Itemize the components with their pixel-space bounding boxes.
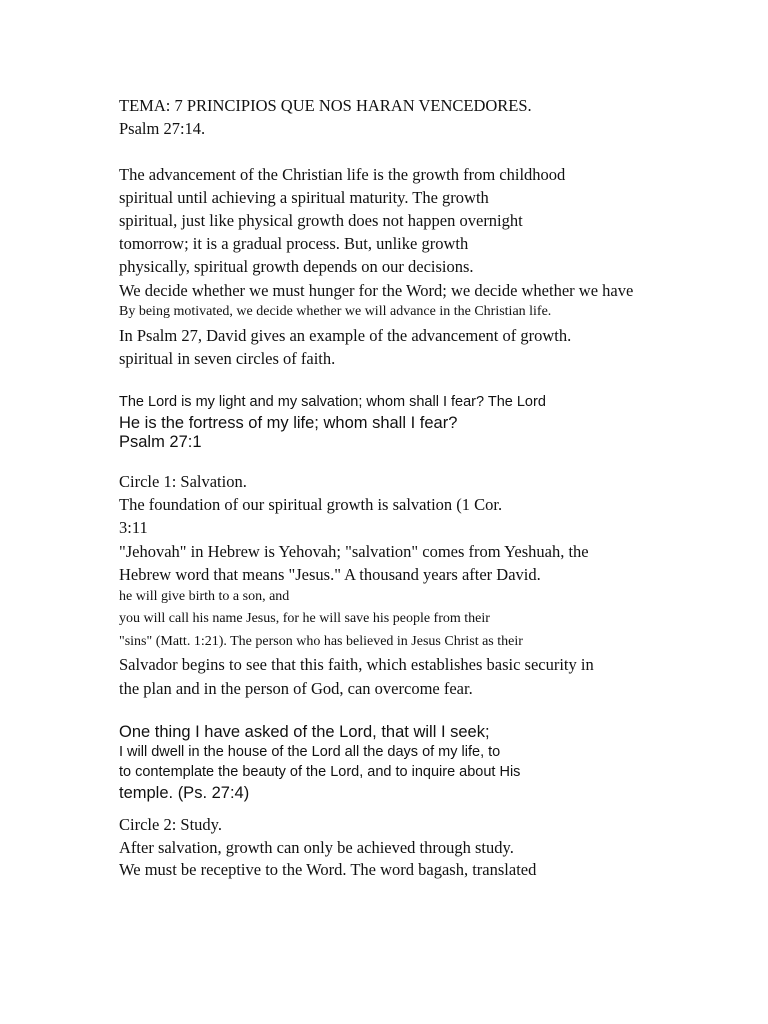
paragraph-line: The foundation of our spiritual growth is salvation (1 Cor. [119, 495, 503, 514]
document-title: TEMA: 7 PRINCIPIOS QUE NOS HARAN VENCEDORES. [119, 96, 532, 115]
paragraph-line: By being motivated, we decide whether we will advance in the Christian life. [119, 304, 552, 319]
verse-reference: Psalm 27:1 [119, 433, 202, 451]
title-reference: Psalm 27:14. [119, 119, 206, 138]
paragraph-line: Hebrew word that means "Jesus." A thousand years after David. [119, 565, 541, 584]
paragraph-line: spiritual until achieving a spiritual maturity. The growth [119, 188, 489, 207]
paragraph-line: tomorrow; it is a gradual process. But, unlike growth [119, 234, 469, 253]
paragraph-line: physically, spiritual growth depends on our decisions. [119, 257, 474, 276]
paragraph-line: spiritual, just like physical growth does not happen overnight [119, 211, 523, 230]
paragraph-line: We must be receptive to the Word. The word bagash, translated [119, 860, 537, 879]
paragraph-line: "Jehovah" in Hebrew is Yehovah; "salvation" comes from Yeshuah, the [119, 542, 589, 561]
paragraph-line: he will give birth to a son, and [119, 589, 290, 604]
verse-line: He is the fortress of my life; whom shall I fear? [119, 414, 458, 432]
paragraph-line: you will call his name Jesus, for he will save his people from their [119, 611, 490, 626]
verse-line: to contemplate the beauty of the Lord, and to inquire about His [119, 764, 521, 780]
verse-line: One thing I have asked of the Lord, that will I seek; [119, 723, 490, 741]
section-heading: Circle 1: Salvation. [119, 472, 247, 491]
verse-line: I will dwell in the house of the Lord all the days of my life, to [119, 744, 501, 760]
paragraph-line: We decide whether we must hunger for the Word; we decide whether we have [119, 281, 634, 300]
paragraph-line: In Psalm 27, David gives an example of the advancement of growth. [119, 326, 572, 345]
paragraph-line: spiritual in seven circles of faith. [119, 349, 336, 368]
section-heading: Circle 2: Study. [119, 815, 222, 834]
paragraph-line: Salvador begins to see that this faith, which establishes basic security in [119, 655, 594, 674]
verse-line: The Lord is my light and my salvation; whom shall I fear? The Lord [119, 394, 546, 410]
paragraph-line: "sins" (Matt. 1:21). The person who has believed in Jesus Christ as their [119, 634, 523, 649]
paragraph-line: The advancement of the Christian life is the growth from childhood [119, 165, 566, 184]
paragraph-line: After salvation, growth can only be achieved through study. [119, 838, 514, 857]
paragraph-line: 3:11 [119, 518, 148, 537]
paragraph-line: the plan and in the person of God, can overcome fear. [119, 679, 473, 698]
verse-reference: temple. (Ps. 27:4) [119, 784, 250, 802]
